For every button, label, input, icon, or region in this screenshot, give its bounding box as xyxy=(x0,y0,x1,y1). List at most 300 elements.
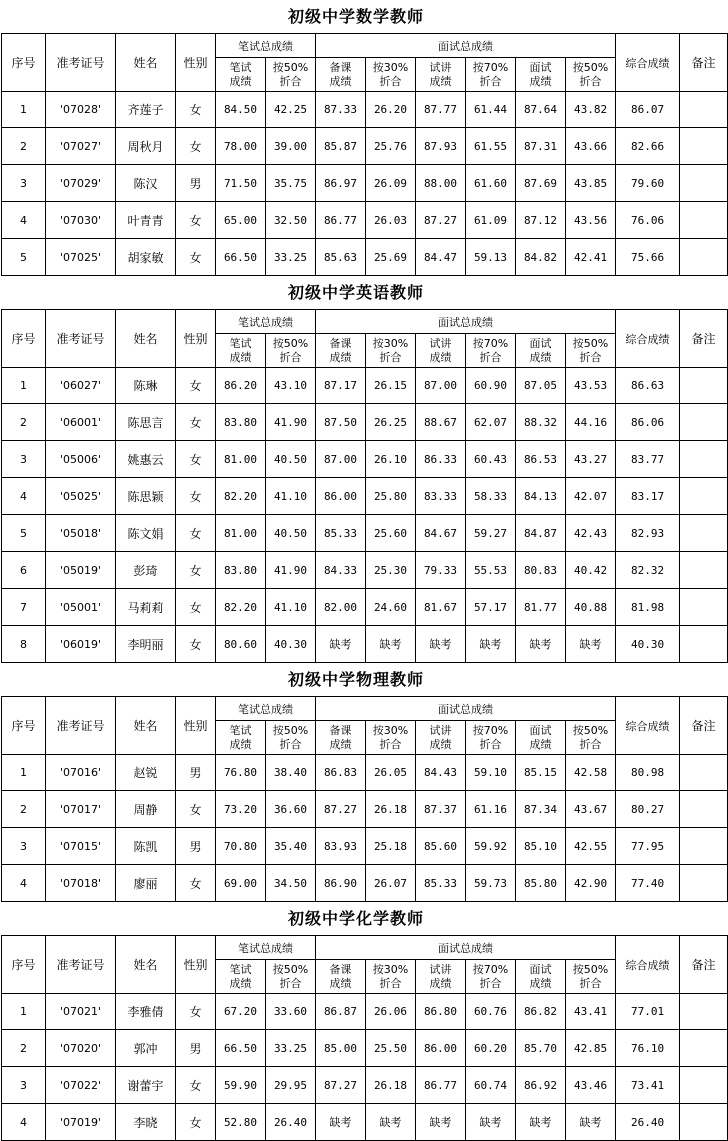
cell-seq: 4 xyxy=(2,478,46,515)
cell-prep-score: 84.33 xyxy=(316,552,366,589)
cell-exam-no: '07022' xyxy=(46,1067,116,1104)
cell-seq: 2 xyxy=(2,128,46,165)
cell-composite-score: 75.66 xyxy=(616,239,680,276)
cell-interview-score: 87.05 xyxy=(516,368,566,404)
header-prep-30: 按30% 折合 xyxy=(366,960,416,994)
cell-seq: 2 xyxy=(2,404,46,441)
header-name: 姓名 xyxy=(116,697,176,755)
cell-interview-score: 84.87 xyxy=(516,515,566,552)
cell-written-50: 33.60 xyxy=(266,994,316,1030)
header-written-50: 按50% 折合 xyxy=(266,960,316,994)
cell-lecture-70: 缺考 xyxy=(466,1104,516,1141)
header-written-total: 笔试总成绩 xyxy=(216,936,316,960)
header-seq: 序号 xyxy=(2,936,46,994)
cell-prep-30: 25.18 xyxy=(366,828,416,865)
cell-composite-score: 73.41 xyxy=(616,1067,680,1104)
cell-exam-no: '05006' xyxy=(46,441,116,478)
cell-written-score: 71.50 xyxy=(216,165,266,202)
table-row xyxy=(2,515,728,552)
cell-lecture-70: 57.17 xyxy=(466,589,516,626)
cell-gender: 女 xyxy=(176,589,216,626)
cell-lecture-score: 88.00 xyxy=(416,165,466,202)
cell-written-50: 40.50 xyxy=(266,441,316,478)
cell-seq: 1 xyxy=(2,755,46,791)
cell-interview-50: 42.90 xyxy=(566,865,616,902)
cell-written-score: 81.00 xyxy=(216,515,266,552)
cell-interview-score: 85.15 xyxy=(516,755,566,791)
section-title: 初级中学英语教师 xyxy=(287,283,424,302)
cell-lecture-70: 55.53 xyxy=(466,552,516,589)
cell-interview-50: 40.42 xyxy=(566,552,616,589)
cell-lecture-70: 59.27 xyxy=(466,515,516,552)
header-lecture-70: 按70% 折合 xyxy=(466,58,516,92)
cell-remarks xyxy=(680,92,728,128)
cell-lecture-70: 61.44 xyxy=(466,92,516,128)
cell-exam-no: '07015' xyxy=(46,828,116,865)
cell-prep-30: 25.80 xyxy=(366,478,416,515)
cell-prep-score: 83.93 xyxy=(316,828,366,865)
cell-composite-score: 77.01 xyxy=(616,994,680,1030)
cell-written-50: 42.25 xyxy=(266,92,316,128)
cell-composite-score: 77.95 xyxy=(616,828,680,865)
cell-remarks xyxy=(680,368,728,404)
cell-interview-50: 44.16 xyxy=(566,404,616,441)
cell-lecture-score: 86.77 xyxy=(416,1067,466,1104)
cell-exam-no: '07017' xyxy=(46,791,116,828)
cell-name: 陈凯 xyxy=(116,828,176,865)
cell-gender: 女 xyxy=(176,626,216,663)
cell-seq: 4 xyxy=(2,865,46,902)
cell-lecture-70: 60.20 xyxy=(466,1030,516,1067)
cell-written-score: 59.90 xyxy=(216,1067,266,1104)
table-row xyxy=(2,589,728,626)
header-gender: 性别 xyxy=(176,310,216,368)
cell-composite-score: 81.98 xyxy=(616,589,680,626)
cell-exam-no: '06027' xyxy=(46,368,116,404)
cell-interview-50: 42.41 xyxy=(566,239,616,276)
header-interview-50: 按50% 折合 xyxy=(566,334,616,368)
cell-prep-score: 87.33 xyxy=(316,92,366,128)
header-prep-score: 备课 成绩 xyxy=(316,334,366,368)
cell-name: 谢蕾宇 xyxy=(116,1067,176,1104)
cell-written-50: 35.75 xyxy=(266,165,316,202)
cell-interview-score: 87.69 xyxy=(516,165,566,202)
cell-exam-no: '07028' xyxy=(46,92,116,128)
cell-lecture-70: 60.74 xyxy=(466,1067,516,1104)
cell-prep-score: 缺考 xyxy=(316,626,366,663)
cell-prep-score: 86.00 xyxy=(316,478,366,515)
cell-name: 赵锐 xyxy=(116,755,176,791)
cell-exam-no: '07016' xyxy=(46,755,116,791)
cell-interview-50: 43.66 xyxy=(566,128,616,165)
cell-seq: 8 xyxy=(2,626,46,663)
cell-composite-score: 86.63 xyxy=(616,368,680,404)
cell-written-50: 41.90 xyxy=(266,552,316,589)
cell-lecture-70: 61.60 xyxy=(466,165,516,202)
cell-written-score: 82.20 xyxy=(216,478,266,515)
table-row xyxy=(2,755,728,791)
cell-seq: 3 xyxy=(2,1067,46,1104)
header-written-score: 笔试 成绩 xyxy=(216,334,266,368)
table-row xyxy=(2,239,728,276)
cell-name: 陈思颖 xyxy=(116,478,176,515)
cell-name: 李晓 xyxy=(116,1104,176,1141)
cell-prep-score: 87.17 xyxy=(316,368,366,404)
cell-interview-50: 40.88 xyxy=(566,589,616,626)
header-remarks: 备注 xyxy=(680,936,728,994)
cell-exam-no: '05025' xyxy=(46,478,116,515)
cell-composite-score: 76.10 xyxy=(616,1030,680,1067)
header-interview-total: 面试总成绩 xyxy=(316,310,616,334)
cell-name: 周静 xyxy=(116,791,176,828)
header-interview-score: 面试 成绩 xyxy=(516,58,566,92)
cell-lecture-70: 60.76 xyxy=(466,994,516,1030)
cell-composite-score: 76.06 xyxy=(616,202,680,239)
cell-written-50: 32.50 xyxy=(266,202,316,239)
cell-written-50: 38.40 xyxy=(266,755,316,791)
cell-interview-50: 42.58 xyxy=(566,755,616,791)
cell-written-50: 36.60 xyxy=(266,791,316,828)
score-table xyxy=(1,33,728,276)
table-row xyxy=(2,865,728,902)
cell-prep-30: 26.07 xyxy=(366,865,416,902)
cell-lecture-70: 61.55 xyxy=(466,128,516,165)
cell-interview-50: 43.56 xyxy=(566,202,616,239)
cell-lecture-score: 缺考 xyxy=(416,626,466,663)
cell-interview-score: 86.82 xyxy=(516,994,566,1030)
cell-name: 李雅倩 xyxy=(116,994,176,1030)
cell-interview-50: 43.41 xyxy=(566,994,616,1030)
cell-gender: 女 xyxy=(176,128,216,165)
cell-written-score: 80.60 xyxy=(216,626,266,663)
table-row xyxy=(2,1104,728,1141)
header-interview-50: 按50% 折合 xyxy=(566,960,616,994)
header-lecture-score: 试讲 成绩 xyxy=(416,960,466,994)
cell-prep-score: 86.90 xyxy=(316,865,366,902)
cell-remarks xyxy=(680,404,728,441)
cell-written-score: 66.50 xyxy=(216,239,266,276)
header-remarks: 备注 xyxy=(680,310,728,368)
cell-written-50: 41.10 xyxy=(266,589,316,626)
cell-interview-score: 缺考 xyxy=(516,626,566,663)
cell-name: 陈思言 xyxy=(116,404,176,441)
cell-remarks xyxy=(680,515,728,552)
cell-prep-score: 82.00 xyxy=(316,589,366,626)
cell-exam-no: '07019' xyxy=(46,1104,116,1141)
cell-lecture-70: 59.13 xyxy=(466,239,516,276)
cell-seq: 2 xyxy=(2,791,46,828)
table-row xyxy=(2,128,728,165)
cell-interview-score: 84.82 xyxy=(516,239,566,276)
cell-exam-no: '07025' xyxy=(46,239,116,276)
header-gender: 性别 xyxy=(176,697,216,755)
header-lecture-70: 按70% 折合 xyxy=(466,960,516,994)
cell-seq: 2 xyxy=(2,1030,46,1067)
cell-prep-30: 26.10 xyxy=(366,441,416,478)
cell-lecture-score: 84.67 xyxy=(416,515,466,552)
table-row xyxy=(2,552,728,589)
header-composite: 综合成绩 xyxy=(616,697,680,755)
cell-prep-30: 26.18 xyxy=(366,1067,416,1104)
cell-written-score: 81.00 xyxy=(216,441,266,478)
cell-written-50: 33.25 xyxy=(266,1030,316,1067)
header-interview-total: 面试总成绩 xyxy=(316,697,616,721)
cell-lecture-score: 88.67 xyxy=(416,404,466,441)
cell-interview-50: 43.27 xyxy=(566,441,616,478)
header-interview-score: 面试 成绩 xyxy=(516,334,566,368)
cell-seq: 3 xyxy=(2,165,46,202)
header-prep-score: 备课 成绩 xyxy=(316,960,366,994)
cell-lecture-score: 87.77 xyxy=(416,92,466,128)
table-row xyxy=(2,165,728,202)
cell-written-score: 83.80 xyxy=(216,552,266,589)
cell-gender: 女 xyxy=(176,552,216,589)
header-interview-score: 面试 成绩 xyxy=(516,721,566,755)
header-seq: 序号 xyxy=(2,697,46,755)
cell-gender: 女 xyxy=(176,1104,216,1141)
cell-gender: 女 xyxy=(176,202,216,239)
cell-lecture-score: 86.80 xyxy=(416,994,466,1030)
cell-name: 胡家敏 xyxy=(116,239,176,276)
cell-prep-30: 26.25 xyxy=(366,404,416,441)
cell-gender: 女 xyxy=(176,92,216,128)
cell-exam-no: '05019' xyxy=(46,552,116,589)
cell-interview-50: 43.82 xyxy=(566,92,616,128)
table-row xyxy=(2,368,728,404)
header-remarks: 备注 xyxy=(680,34,728,92)
cell-prep-score: 缺考 xyxy=(316,1104,366,1141)
cell-gender: 女 xyxy=(176,478,216,515)
header-prep-score: 备课 成绩 xyxy=(316,721,366,755)
cell-lecture-score: 84.47 xyxy=(416,239,466,276)
header-written-score: 笔试 成绩 xyxy=(216,960,266,994)
cell-composite-score: 26.40 xyxy=(616,1104,680,1141)
cell-interview-score: 85.80 xyxy=(516,865,566,902)
cell-seq: 3 xyxy=(2,441,46,478)
cell-interview-score: 84.13 xyxy=(516,478,566,515)
cell-lecture-score: 84.43 xyxy=(416,755,466,791)
cell-interview-50: 43.46 xyxy=(566,1067,616,1104)
cell-interview-score: 缺考 xyxy=(516,1104,566,1141)
cell-interview-50: 43.53 xyxy=(566,368,616,404)
header-exam-no: 准考证号 xyxy=(46,310,116,368)
cell-name: 陈琳 xyxy=(116,368,176,404)
cell-interview-score: 85.70 xyxy=(516,1030,566,1067)
cell-name: 李明丽 xyxy=(116,626,176,663)
cell-seq: 1 xyxy=(2,92,46,128)
cell-prep-30: 24.60 xyxy=(366,589,416,626)
cell-seq: 6 xyxy=(2,552,46,589)
cell-lecture-score: 86.33 xyxy=(416,441,466,478)
cell-composite-score: 83.17 xyxy=(616,478,680,515)
table-row xyxy=(2,478,728,515)
cell-lecture-score: 85.60 xyxy=(416,828,466,865)
cell-composite-score: 79.60 xyxy=(616,165,680,202)
cell-prep-score: 87.00 xyxy=(316,441,366,478)
header-lecture-score: 试讲 成绩 xyxy=(416,721,466,755)
table-row xyxy=(2,1067,728,1104)
header-name: 姓名 xyxy=(116,34,176,92)
cell-written-score: 82.20 xyxy=(216,589,266,626)
cell-name: 廖丽 xyxy=(116,865,176,902)
cell-written-50: 26.40 xyxy=(266,1104,316,1141)
cell-prep-score: 86.83 xyxy=(316,755,366,791)
cell-written-score: 73.20 xyxy=(216,791,266,828)
cell-remarks xyxy=(680,1104,728,1141)
header-name: 姓名 xyxy=(116,936,176,994)
cell-name: 马莉莉 xyxy=(116,589,176,626)
cell-composite-score: 86.06 xyxy=(616,404,680,441)
cell-remarks xyxy=(680,626,728,663)
cell-exam-no: '07021' xyxy=(46,994,116,1030)
cell-composite-score: 82.93 xyxy=(616,515,680,552)
cell-seq: 4 xyxy=(2,202,46,239)
cell-prep-30: 26.18 xyxy=(366,791,416,828)
cell-lecture-score: 87.37 xyxy=(416,791,466,828)
cell-exam-no: '05001' xyxy=(46,589,116,626)
cell-interview-50: 缺考 xyxy=(566,1104,616,1141)
section-title: 初级中学化学教师 xyxy=(287,909,424,928)
cell-written-50: 43.10 xyxy=(266,368,316,404)
cell-seq: 7 xyxy=(2,589,46,626)
cell-interview-50: 43.67 xyxy=(566,791,616,828)
cell-prep-30: 26.09 xyxy=(366,165,416,202)
cell-lecture-score: 83.33 xyxy=(416,478,466,515)
cell-remarks xyxy=(680,791,728,828)
cell-lecture-score: 86.00 xyxy=(416,1030,466,1067)
header-prep-30: 按30% 折合 xyxy=(366,334,416,368)
cell-name: 陈汉 xyxy=(116,165,176,202)
cell-written-50: 41.90 xyxy=(266,404,316,441)
header-composite: 综合成绩 xyxy=(616,310,680,368)
cell-name: 齐莲子 xyxy=(116,92,176,128)
table-row xyxy=(2,791,728,828)
cell-written-score: 65.00 xyxy=(216,202,266,239)
cell-written-score: 70.80 xyxy=(216,828,266,865)
cell-gender: 女 xyxy=(176,994,216,1030)
cell-name: 叶青青 xyxy=(116,202,176,239)
cell-interview-50: 43.85 xyxy=(566,165,616,202)
cell-composite-score: 80.98 xyxy=(616,755,680,791)
cell-written-50: 35.40 xyxy=(266,828,316,865)
cell-exam-no: '06019' xyxy=(46,626,116,663)
header-lecture-70: 按70% 折合 xyxy=(466,334,516,368)
cell-gender: 男 xyxy=(176,828,216,865)
cell-name: 郭冲 xyxy=(116,1030,176,1067)
cell-remarks xyxy=(680,1067,728,1104)
header-gender: 性别 xyxy=(176,936,216,994)
header-interview-total: 面试总成绩 xyxy=(316,34,616,58)
header-written-total: 笔试总成绩 xyxy=(216,310,316,334)
header-interview-score: 面试 成绩 xyxy=(516,960,566,994)
cell-written-50: 33.25 xyxy=(266,239,316,276)
section-title: 初级中学物理教师 xyxy=(287,670,424,689)
header-prep-30: 按30% 折合 xyxy=(366,721,416,755)
table-row xyxy=(2,994,728,1030)
cell-interview-score: 88.32 xyxy=(516,404,566,441)
cell-remarks xyxy=(680,441,728,478)
cell-composite-score: 82.66 xyxy=(616,128,680,165)
cell-lecture-score: 87.00 xyxy=(416,368,466,404)
cell-exam-no: '06001' xyxy=(46,404,116,441)
cell-remarks xyxy=(680,1030,728,1067)
header-written-50: 按50% 折合 xyxy=(266,334,316,368)
cell-composite-score: 83.77 xyxy=(616,441,680,478)
score-table xyxy=(1,696,728,902)
table-row xyxy=(2,441,728,478)
table-row xyxy=(2,92,728,128)
cell-lecture-70: 62.07 xyxy=(466,404,516,441)
cell-interview-score: 87.64 xyxy=(516,92,566,128)
cell-exam-no: '07027' xyxy=(46,128,116,165)
cell-interview-score: 87.34 xyxy=(516,791,566,828)
cell-prep-score: 85.63 xyxy=(316,239,366,276)
cell-remarks xyxy=(680,478,728,515)
cell-gender: 女 xyxy=(176,239,216,276)
cell-gender: 女 xyxy=(176,791,216,828)
cell-interview-50: 42.55 xyxy=(566,828,616,865)
header-lecture-70: 按70% 折合 xyxy=(466,721,516,755)
cell-remarks xyxy=(680,239,728,276)
cell-remarks xyxy=(680,994,728,1030)
cell-name: 陈文娟 xyxy=(116,515,176,552)
cell-prep-30: 26.03 xyxy=(366,202,416,239)
cell-composite-score: 80.27 xyxy=(616,791,680,828)
cell-written-score: 69.00 xyxy=(216,865,266,902)
cell-interview-score: 86.92 xyxy=(516,1067,566,1104)
cell-prep-score: 86.87 xyxy=(316,994,366,1030)
cell-seq: 5 xyxy=(2,515,46,552)
cell-prep-30: 25.76 xyxy=(366,128,416,165)
cell-prep-30: 25.50 xyxy=(366,1030,416,1067)
cell-lecture-70: 59.92 xyxy=(466,828,516,865)
cell-remarks xyxy=(680,552,728,589)
cell-written-score: 86.20 xyxy=(216,368,266,404)
header-row xyxy=(2,310,728,334)
cell-prep-30: 26.15 xyxy=(366,368,416,404)
cell-name: 周秋月 xyxy=(116,128,176,165)
cell-gender: 男 xyxy=(176,755,216,791)
cell-written-score: 78.00 xyxy=(216,128,266,165)
score-table xyxy=(1,935,728,1141)
section-title: 初级中学数学教师 xyxy=(287,7,424,26)
cell-prep-score: 85.87 xyxy=(316,128,366,165)
cell-prep-30: 26.06 xyxy=(366,994,416,1030)
header-written-score: 笔试 成绩 xyxy=(216,58,266,92)
cell-remarks xyxy=(680,828,728,865)
header-remarks: 备注 xyxy=(680,697,728,755)
cell-seq: 1 xyxy=(2,368,46,404)
cell-prep-score: 86.77 xyxy=(316,202,366,239)
cell-lecture-70: 60.43 xyxy=(466,441,516,478)
cell-gender: 女 xyxy=(176,441,216,478)
cell-exam-no: '07030' xyxy=(46,202,116,239)
cell-prep-score: 85.00 xyxy=(316,1030,366,1067)
cell-lecture-score: 85.33 xyxy=(416,865,466,902)
cell-gender: 女 xyxy=(176,515,216,552)
cell-gender: 女 xyxy=(176,1067,216,1104)
cell-composite-score: 82.32 xyxy=(616,552,680,589)
cell-gender: 女 xyxy=(176,368,216,404)
header-exam-no: 准考证号 xyxy=(46,34,116,92)
cell-written-50: 40.50 xyxy=(266,515,316,552)
cell-lecture-score: 79.33 xyxy=(416,552,466,589)
cell-seq: 3 xyxy=(2,828,46,865)
cell-remarks xyxy=(680,589,728,626)
cell-written-score: 66.50 xyxy=(216,1030,266,1067)
cell-remarks xyxy=(680,165,728,202)
header-written-50: 按50% 折合 xyxy=(266,721,316,755)
